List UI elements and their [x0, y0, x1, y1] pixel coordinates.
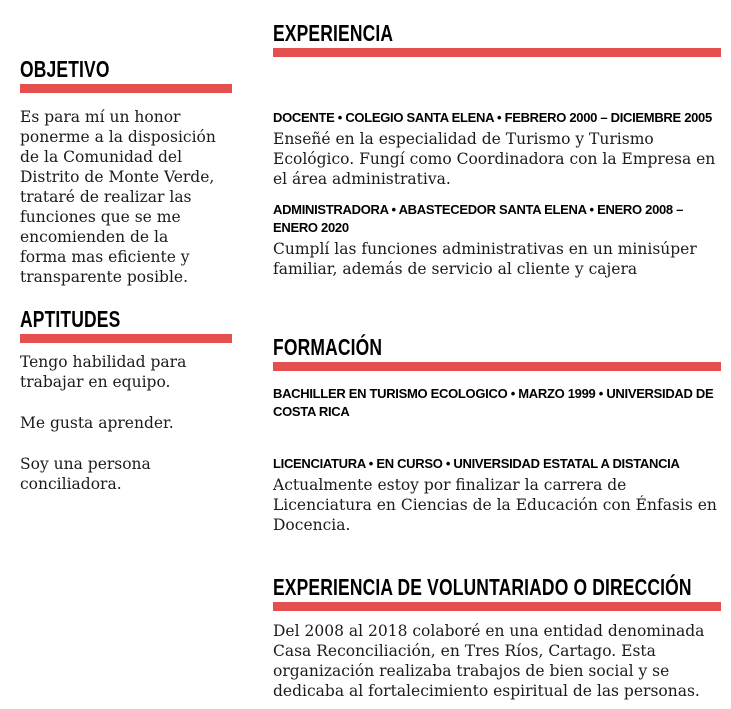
experience-entry-heading: ADMINISTRADORA • ABASTECEDOR SANTA ELENA • ENERO 2008 – ENERO 2020	[273, 202, 684, 235]
section-heading-formacion-text: FORMACIÓN	[273, 334, 383, 360]
section-heading-voluntariado-text: EXPERIENCIA DE VOLUNTARIADO O DIRECCIÓN	[273, 574, 692, 600]
experience-entry-description: Cumplí las funciones administrativas en un minisúper familiar, además de servicio al cliente y cajera	[273, 240, 697, 278]
section-heading-experiencia	[273, 21, 721, 45]
right-column	[273, 0, 721, 701]
left-column	[20, 0, 232, 494]
education-entry-heading: BACHILLER EN TURISMO ECOLOGICO • MARZO 1999 • UNIVERSIDAD DE COSTA RICA	[273, 386, 714, 419]
section-heading-aptitudes-text: APTITUDES	[20, 306, 121, 332]
education-entry-heading: LICENCIATURA • EN CURSO • UNIVERSIDAD ESTATAL A DISTANCIA	[273, 456, 680, 471]
section-heading-objetivo	[20, 57, 232, 81]
section-heading-experiencia-text: EXPERIENCIA	[273, 20, 394, 46]
accent-divider-objetivo	[20, 84, 232, 93]
aptitude-item: Soy una persona conciliadora.	[20, 455, 151, 493]
accent-divider-experiencia	[273, 48, 721, 57]
section-heading-aptitudes	[20, 307, 232, 331]
experience-entry-heading: DOCENTE • COLEGIO SANTA ELENA • FEBRERO 2000 – DICIEMBRE 2005	[273, 110, 712, 125]
accent-divider-aptitudes	[20, 334, 232, 343]
section-heading-formacion	[273, 335, 721, 359]
section-heading-voluntariado	[273, 575, 721, 599]
objetivo-paragraph: Es para mí un honor ponerme a la disposición de la Comunidad del Distrito de Monte Verde, trataré de realizar las funciones que se me encomienden de la forma mas eficiente y transparente posible.	[20, 108, 216, 286]
experience-entry-description: Enseñé en la especialidad de Turismo y Turismo Ecológico. Fungí como Coordinadora con la Empresa en el área administrativa.	[273, 130, 716, 188]
aptitude-item: Tengo habilidad para trabajar en equipo.	[20, 353, 187, 391]
accent-divider-formacion	[273, 362, 721, 371]
section-heading-objetivo-text: OBJETIVO	[20, 56, 110, 82]
education-entry-description: Actualmente estoy por finalizar la carrera de Licenciatura en Ciencias de la Educación con Énfasis en Docencia.	[273, 476, 717, 534]
aptitude-item: Me gusta aprender.	[20, 414, 174, 432]
accent-divider-voluntariado	[273, 602, 721, 611]
voluntariado-paragraph: Del 2008 al 2018 colaboré en una entidad denominada Casa Reconciliación, en Tres Ríos, Cartago. Esta organización realizaba trabajos de bien social y se dedicaba al fortalecimiento espiritual de las personas.	[273, 622, 705, 700]
